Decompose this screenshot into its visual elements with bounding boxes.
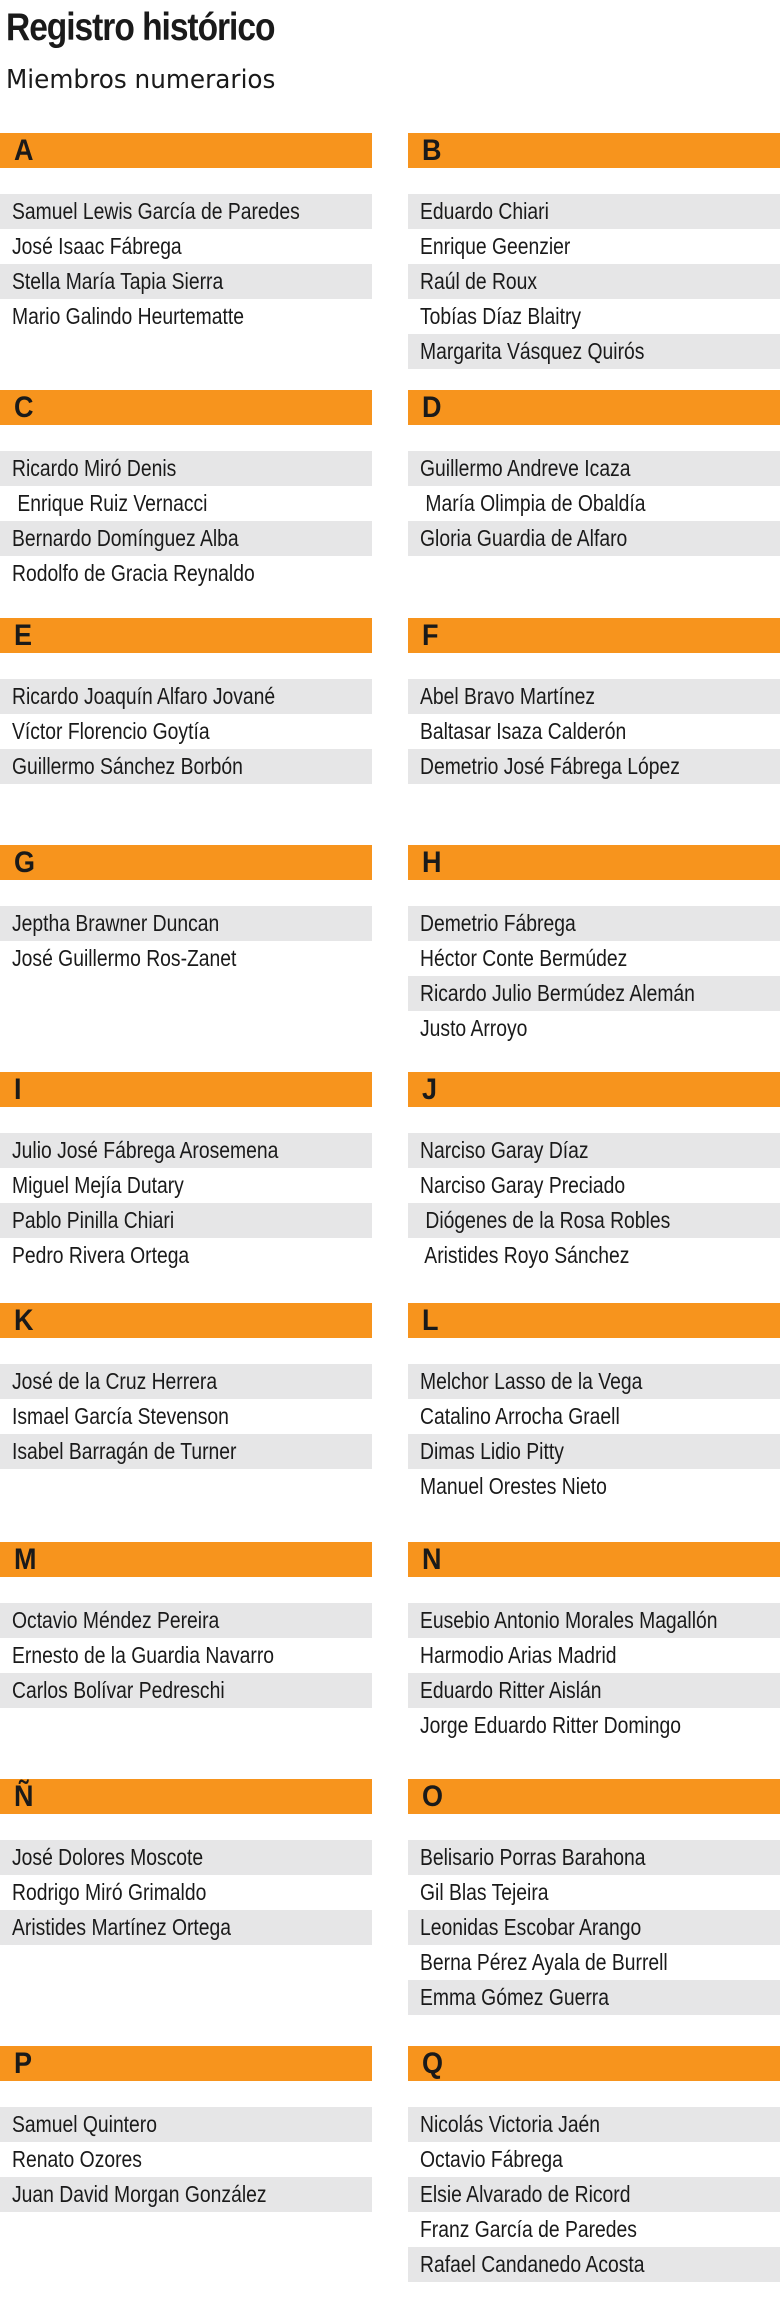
letter-section bbox=[408, 1072, 780, 1273]
member-name: Manuel Orestes Nieto bbox=[420, 1473, 607, 1499]
member-name: Gil Blas Tejeira bbox=[420, 1879, 549, 1905]
member-list bbox=[0, 1133, 372, 1273]
letter-section bbox=[0, 1072, 372, 1273]
member-name-row bbox=[408, 486, 780, 521]
member-name: Emma Gómez Guerra bbox=[420, 1984, 609, 2010]
member-list bbox=[408, 2107, 780, 2282]
member-name-row bbox=[408, 1203, 780, 1238]
member-name: Ernesto de la Guardia Navarro bbox=[12, 1642, 275, 1668]
member-name-row bbox=[0, 714, 372, 749]
member-name-row bbox=[408, 1673, 780, 1708]
member-name: Enrique Geenzier bbox=[420, 233, 571, 259]
member-name: Julio José Fábrega Arosemena bbox=[12, 1137, 279, 1163]
member-name-row bbox=[408, 1364, 780, 1399]
member-name: Mario Galindo Heurtematte bbox=[12, 303, 244, 329]
member-name-row bbox=[408, 2212, 780, 2247]
member-name-row bbox=[408, 1011, 780, 1046]
letter-header-bar bbox=[408, 2046, 780, 2081]
member-name-row bbox=[408, 941, 780, 976]
member-name: Raúl de Roux bbox=[420, 268, 538, 294]
letter-header-bar bbox=[0, 1542, 372, 1577]
member-name-row bbox=[408, 1168, 780, 1203]
member-name-row bbox=[408, 521, 780, 556]
member-name-row bbox=[408, 2107, 780, 2142]
section-letter: P bbox=[14, 2047, 33, 2080]
member-name: Catalino Arrocha Graell bbox=[420, 1403, 620, 1429]
member-name: Tobías Díaz Blaitry bbox=[420, 303, 582, 329]
member-name: Aristides Martínez Ortega bbox=[12, 1914, 232, 1940]
member-name: Nicolás Victoria Jaén bbox=[420, 2111, 601, 2137]
member-name-row bbox=[408, 679, 780, 714]
member-name-row bbox=[408, 1708, 780, 1743]
member-name-row bbox=[0, 906, 372, 941]
member-name: Rafael Candanedo Acosta bbox=[420, 2251, 645, 2277]
member-list bbox=[0, 194, 372, 334]
member-list bbox=[0, 906, 372, 976]
member-name-row bbox=[408, 299, 780, 334]
letter-header-bar bbox=[408, 133, 780, 168]
member-name-row bbox=[408, 1434, 780, 1469]
member-name-row bbox=[0, 486, 372, 521]
member-name-row bbox=[0, 1203, 372, 1238]
letter-section bbox=[408, 2046, 780, 2282]
member-name: Harmodio Arias Madrid bbox=[420, 1642, 617, 1668]
section-letter: Ñ bbox=[14, 1780, 34, 1813]
member-name: Héctor Conte Bermúdez bbox=[420, 945, 628, 971]
member-list bbox=[408, 1840, 780, 2015]
letter-header-bar bbox=[408, 390, 780, 425]
member-name-row bbox=[0, 1168, 372, 1203]
member-name: Ricardo Julio Bermúdez Alemán bbox=[420, 980, 695, 1006]
member-name: Jorge Eduardo Ritter Domingo bbox=[420, 1712, 681, 1738]
letter-section bbox=[0, 133, 372, 334]
member-name-row bbox=[0, 1673, 372, 1708]
member-name: Leonidas Escobar Arango bbox=[420, 1914, 642, 1940]
member-name: Franz García de Paredes bbox=[420, 2216, 637, 2242]
letter-section bbox=[408, 845, 780, 1046]
member-name-row bbox=[408, 749, 780, 784]
letter-section bbox=[0, 390, 372, 591]
member-name-row bbox=[408, 264, 780, 299]
member-name-row bbox=[408, 976, 780, 1011]
member-name-row bbox=[408, 1638, 780, 1673]
letter-header-bar bbox=[408, 1542, 780, 1577]
member-name: Eusebio Antonio Morales Magallón bbox=[420, 1607, 718, 1633]
member-list bbox=[0, 2107, 372, 2212]
member-name: Octavio Méndez Pereira bbox=[12, 1607, 220, 1633]
section-letter: A bbox=[14, 134, 34, 167]
member-name: José de la Cruz Herrera bbox=[12, 1368, 218, 1394]
member-name: Belisario Porras Barahona bbox=[420, 1844, 646, 1870]
member-name: Ismael García Stevenson bbox=[12, 1403, 229, 1429]
member-name-row bbox=[408, 1840, 780, 1875]
member-name: Rodrigo Miró Grimaldo bbox=[12, 1879, 207, 1905]
member-name: Gloria Guardia de Alfaro bbox=[420, 525, 628, 551]
member-name: Diógenes de la Rosa Robles bbox=[420, 1207, 671, 1233]
member-name: María Olimpia de Obaldía bbox=[420, 490, 646, 516]
member-name: Justo Arroyo bbox=[420, 1015, 528, 1041]
member-name-row bbox=[0, 264, 372, 299]
letter-section bbox=[408, 133, 780, 369]
letter-header-bar bbox=[408, 618, 780, 653]
section-letter: G bbox=[14, 846, 36, 879]
letter-header-bar bbox=[408, 1072, 780, 1107]
member-list bbox=[408, 679, 780, 784]
member-name-row bbox=[408, 1238, 780, 1273]
member-name: Ricardo Miró Denis bbox=[12, 455, 177, 481]
member-name: Margarita Vásquez Quirós bbox=[420, 338, 645, 364]
section-letter: M bbox=[14, 1543, 37, 1576]
member-name-row bbox=[0, 1875, 372, 1910]
member-list bbox=[408, 906, 780, 1046]
member-name-row bbox=[408, 1910, 780, 1945]
letter-section bbox=[408, 1779, 780, 2015]
member-name-row bbox=[408, 906, 780, 941]
letter-header-bar bbox=[0, 1303, 372, 1338]
section-letter: E bbox=[14, 619, 33, 652]
letter-section bbox=[0, 1779, 372, 1945]
member-name: José Guillermo Ros-Zanet bbox=[12, 945, 237, 971]
section-letter: K bbox=[14, 1304, 34, 1337]
member-name-row bbox=[408, 2177, 780, 2212]
member-name-row bbox=[0, 1638, 372, 1673]
letter-section bbox=[0, 845, 372, 976]
section-letter: Q bbox=[422, 2047, 444, 2080]
letter-header-bar bbox=[0, 845, 372, 880]
letter-header-bar bbox=[408, 1779, 780, 1814]
letter-header-bar bbox=[408, 845, 780, 880]
member-name-row bbox=[0, 2177, 372, 2212]
member-name-row bbox=[408, 334, 780, 369]
member-name-row bbox=[0, 2107, 372, 2142]
member-name: Demetrio Fábrega bbox=[420, 910, 576, 936]
member-name: Jeptha Brawner Duncan bbox=[12, 910, 220, 936]
member-name: Carlos Bolívar Pedreschi bbox=[12, 1677, 225, 1703]
member-name: Pedro Rivera Ortega bbox=[12, 1242, 190, 1268]
member-name: Samuel Lewis García de Paredes bbox=[12, 198, 300, 224]
member-name: Narciso Garay Preciado bbox=[420, 1172, 626, 1198]
letter-section bbox=[0, 1303, 372, 1469]
member-name-row bbox=[0, 1238, 372, 1273]
member-list bbox=[0, 1840, 372, 1945]
member-name-row bbox=[408, 2142, 780, 2177]
letter-header-bar bbox=[0, 2046, 372, 2081]
member-name-row bbox=[0, 1399, 372, 1434]
member-name: José Dolores Moscote bbox=[12, 1844, 204, 1870]
member-name-row bbox=[408, 1945, 780, 1980]
member-name: Melchor Lasso de la Vega bbox=[420, 1368, 643, 1394]
member-name: Isabel Barragán de Turner bbox=[12, 1438, 237, 1464]
member-list bbox=[0, 451, 372, 591]
member-name-row bbox=[0, 1434, 372, 1469]
section-letter: N bbox=[422, 1543, 442, 1576]
member-name: Dimas Lidio Pitty bbox=[420, 1438, 564, 1464]
member-list bbox=[408, 451, 780, 556]
member-list bbox=[0, 1603, 372, 1708]
member-name: Eduardo Chiari bbox=[420, 198, 549, 224]
letter-header-bar bbox=[0, 1072, 372, 1107]
member-name: Baltasar Isaza Calderón bbox=[420, 718, 627, 744]
member-list bbox=[408, 1603, 780, 1743]
section-letter: B bbox=[422, 134, 442, 167]
letter-section bbox=[0, 1542, 372, 1708]
member-name-row bbox=[408, 1469, 780, 1504]
member-name-row bbox=[0, 451, 372, 486]
member-name-row bbox=[408, 194, 780, 229]
member-name: Miguel Mejía Dutary bbox=[12, 1172, 184, 1198]
section-letter: H bbox=[422, 846, 442, 879]
member-name-row bbox=[0, 679, 372, 714]
member-name-row bbox=[0, 1840, 372, 1875]
member-name: Octavio Fábrega bbox=[420, 2146, 563, 2172]
member-name: Víctor Florencio Goytía bbox=[12, 718, 210, 744]
member-name: Pablo Pinilla Chiari bbox=[12, 1207, 175, 1233]
letter-header-bar bbox=[0, 390, 372, 425]
letter-section bbox=[408, 1542, 780, 1743]
member-name-row bbox=[408, 714, 780, 749]
member-name: Eduardo Ritter Aislán bbox=[420, 1677, 602, 1703]
member-list bbox=[408, 194, 780, 369]
member-name: Renato Ozores bbox=[12, 2146, 142, 2172]
member-name-row bbox=[0, 1603, 372, 1638]
member-name-row bbox=[408, 1133, 780, 1168]
letter-section bbox=[0, 2046, 372, 2212]
member-name: Aristides Royo Sánchez bbox=[420, 1242, 630, 1268]
section-letter: L bbox=[422, 1304, 439, 1337]
member-name: Bernardo Domínguez Alba bbox=[12, 525, 239, 551]
member-name-row bbox=[0, 521, 372, 556]
page-title: Registro histórico bbox=[6, 6, 275, 49]
member-name: Samuel Quintero bbox=[12, 2111, 157, 2137]
page-subtitle: Miembros numerarios bbox=[6, 65, 276, 95]
member-name-row bbox=[408, 1399, 780, 1434]
member-name-row bbox=[0, 194, 372, 229]
member-name: Berna Pérez Ayala de Burrell bbox=[420, 1949, 668, 1975]
section-letter: I bbox=[14, 1073, 22, 1106]
member-name-row bbox=[408, 1980, 780, 2015]
member-name: Juan David Morgan González bbox=[12, 2181, 267, 2207]
member-name-row bbox=[0, 229, 372, 264]
member-name-row bbox=[0, 1133, 372, 1168]
letter-section bbox=[408, 390, 780, 556]
letter-header-bar bbox=[0, 1779, 372, 1814]
section-letter: F bbox=[422, 619, 439, 652]
member-name: Rodolfo de Gracia Reynaldo bbox=[12, 560, 255, 586]
member-name: José Isaac Fábrega bbox=[12, 233, 182, 259]
member-name-row bbox=[0, 749, 372, 784]
member-name: Narciso Garay Díaz bbox=[420, 1137, 589, 1163]
member-name-row bbox=[0, 1910, 372, 1945]
member-name-row bbox=[408, 1603, 780, 1638]
member-name: Abel Bravo Martínez bbox=[420, 683, 596, 709]
member-name: Enrique Ruiz Vernacci bbox=[12, 490, 208, 516]
member-name: Guillermo Sánchez Borbón bbox=[12, 753, 243, 779]
member-name-row bbox=[408, 2247, 780, 2282]
letter-section bbox=[408, 1303, 780, 1504]
member-list bbox=[408, 1364, 780, 1504]
member-name: Ricardo Joaquín Alfaro Jované bbox=[12, 683, 276, 709]
member-name: Demetrio José Fábrega López bbox=[420, 753, 680, 779]
member-list bbox=[0, 1364, 372, 1469]
member-name-row bbox=[408, 451, 780, 486]
member-name-row bbox=[0, 941, 372, 976]
section-letter: C bbox=[14, 391, 34, 424]
member-name: Stella María Tapia Sierra bbox=[12, 268, 224, 294]
letter-header-bar bbox=[408, 1303, 780, 1338]
member-list bbox=[0, 679, 372, 784]
member-list bbox=[408, 1133, 780, 1273]
member-name-row bbox=[0, 2142, 372, 2177]
letter-section bbox=[0, 618, 372, 784]
member-name: Elsie Alvarado de Ricord bbox=[420, 2181, 631, 2207]
section-letter: O bbox=[422, 1780, 444, 1813]
letter-header-bar bbox=[0, 618, 372, 653]
letter-section bbox=[408, 618, 780, 784]
member-name-row bbox=[0, 1364, 372, 1399]
member-name-row bbox=[0, 556, 372, 591]
letter-header-bar bbox=[0, 133, 372, 168]
section-letter: J bbox=[422, 1073, 438, 1106]
section-letter: D bbox=[422, 391, 442, 424]
member-name: Guillermo Andreve Icaza bbox=[420, 455, 631, 481]
member-name-row bbox=[408, 1875, 780, 1910]
member-name-row bbox=[0, 299, 372, 334]
member-name-row bbox=[408, 229, 780, 264]
